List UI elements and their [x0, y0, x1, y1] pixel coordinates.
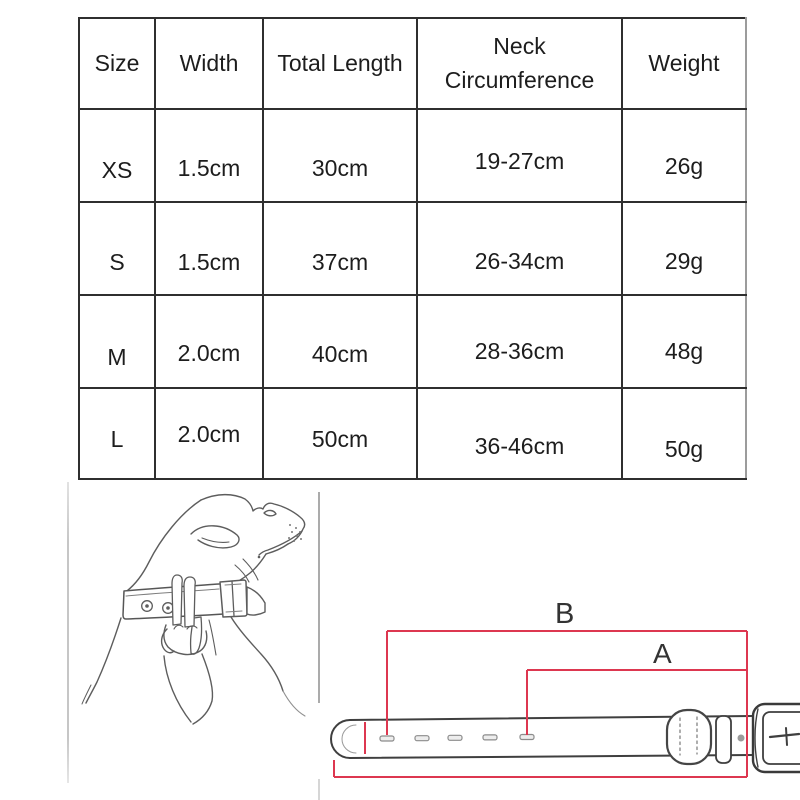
- table-row: [79, 109, 746, 202]
- dog-chest-line-faint: [283, 691, 305, 716]
- size-chart-table: [78, 17, 747, 480]
- cell-neck: 26-34cm: [417, 202, 622, 295]
- collar-keeper-loop: [667, 710, 711, 764]
- hand-thumb: [162, 629, 174, 653]
- cell-total: 50cm: [263, 388, 417, 479]
- cell-size: S: [79, 202, 155, 295]
- dog-fit-illustration: [60, 488, 322, 800]
- hand-finger: [172, 575, 182, 625]
- dimension-label-b: B: [555, 598, 575, 630]
- dog-chest-line: [231, 617, 283, 691]
- cell-width: 1.5cm: [155, 202, 263, 295]
- dog-collar-flap: [247, 587, 265, 615]
- header-size: Size: [79, 18, 155, 109]
- dog-ear: [191, 526, 239, 548]
- cell-size: M: [79, 295, 155, 388]
- cell-width: 2.0cm: [155, 295, 263, 388]
- table-row: [79, 295, 746, 388]
- cell-neck: 36-46cm: [417, 388, 622, 479]
- dog-back-line: [86, 618, 121, 703]
- cell-weight: 50g: [622, 388, 746, 479]
- cell-size: XS: [79, 109, 155, 202]
- cell-neck: 28-36cm: [417, 295, 622, 388]
- cell-total: 30cm: [263, 109, 417, 202]
- hand-knuckle: [174, 625, 183, 629]
- dog-eye: [264, 510, 276, 515]
- dog-ear-fold: [202, 538, 229, 542]
- table-row: [79, 388, 746, 479]
- collar-bridge-loop: [716, 716, 731, 763]
- dog-mouth-line: [259, 531, 302, 555]
- dog-mouth-corner-dot: [258, 556, 261, 559]
- collar-strap-hole: [738, 735, 745, 742]
- cell-weight: 29g: [622, 202, 746, 295]
- table-row: [79, 202, 746, 295]
- collar-measurement-diagram: [325, 585, 800, 800]
- cell-weight: 26g: [622, 109, 746, 202]
- header-width: Width: [155, 18, 263, 109]
- header-total-length: Total Length: [263, 18, 417, 109]
- header-weight: Weight: [622, 18, 746, 109]
- arm-right-line: [193, 654, 213, 724]
- collar-buckle-prong-tip: [786, 728, 787, 745]
- cell-width: 1.5cm: [155, 109, 263, 202]
- cell-total: 40cm: [263, 295, 417, 388]
- dimension-label-a: A: [653, 638, 672, 669]
- arm-left-line: [164, 656, 191, 722]
- cell-neck: 19-27cm: [417, 109, 622, 202]
- hand-finger: [184, 577, 195, 627]
- cell-total: 37cm: [263, 202, 417, 295]
- cell-weight: 48g: [622, 295, 746, 388]
- collar-buckle-frame: [753, 704, 800, 772]
- table-header-row: [79, 18, 746, 109]
- header-neck-circumference: Neck Circumference: [417, 18, 622, 109]
- dog-collar-strap-line: [209, 620, 216, 655]
- dog-head-top-line: [201, 495, 305, 544]
- cell-size: L: [79, 388, 155, 479]
- cell-width: 2.0cm: [155, 388, 263, 479]
